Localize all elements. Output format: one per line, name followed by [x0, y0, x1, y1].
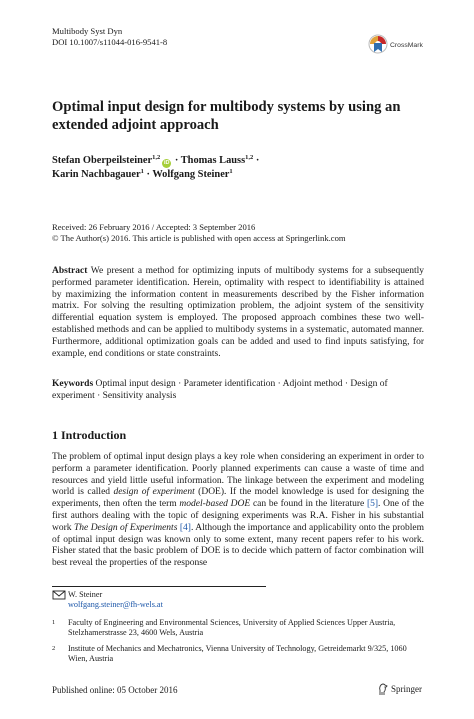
- author-name: Thomas Lauss: [180, 155, 246, 166]
- published-date: Published online: 05 October 2016: [52, 685, 178, 695]
- article-history: [52, 222, 442, 244]
- intro-emphasis: model-based DOE: [179, 499, 251, 510]
- paper-title: Optimal input design for multibody systems by using an extended adjoint approach: [52, 99, 401, 133]
- citation-link[interactable]: [4]: [179, 522, 191, 533]
- springer-horse-icon: [377, 683, 389, 696]
- intro-paragraph: [52, 452, 424, 570]
- intro-emphasis: design of experiment: [113, 487, 195, 498]
- author-name: Stefan Oberpeilsteiner: [52, 155, 153, 166]
- intro-text: (DOE). If the model knowledge is used for designing the experiments, then often the term: [52, 487, 424, 510]
- envelope-icon: [52, 590, 66, 600]
- author-affiliation-mark: 1: [229, 168, 233, 175]
- keywords: [52, 379, 424, 403]
- footnote-number: 1: [52, 619, 56, 626]
- intro-text: can be found in the literature: [250, 499, 367, 510]
- corresponding-email-link[interactable]: wolfgang.steiner@fh-wels.at: [68, 600, 163, 609]
- intro-text: The problem of optimal input design plays a key role when considering an experiment in order to perform a parameter identification. Poorly planned experiments can cause a waste of time and resources and yield little useful information. The linkage between the experiment and modeling world is called: [52, 452, 424, 498]
- keywords-label: Keywords: [52, 379, 94, 389]
- affiliation-2: Institute of Mechanics and Mechatronics, Vienna University of Technology, Getreidemarkt 9/325, 1060 Wien, Austria: [68, 644, 407, 664]
- author-affiliation-mark: 1,2: [245, 154, 254, 161]
- abstract-text: We present a method for optimizing inputs of multibody systems for a subsequently performed parameter identification. Herein, optimality with respect to identifiability is attained by maximizing the information content in measurements described by the Fisher information matrix. For solving the resulting optimization problem, the adjoint system of the sensitivity differential equation system is employed. The proposed approach combines these two well-established methods and can be applied to multibody systems in a systematic, automated manner. Furthermore, additional optimization goals can be added and used to find inputs satisfying, for example, end conditions or state constraints.: [52, 266, 424, 359]
- author-affiliation-mark: 1,2: [152, 154, 161, 161]
- journal-doi: DOI 10.1007/s11044-016-9541-8: [52, 37, 168, 47]
- footnote-divider: [52, 586, 266, 587]
- footnote-number: 2: [52, 645, 56, 652]
- author-separator: ·: [253, 155, 260, 166]
- journal-header: [52, 26, 167, 48]
- publisher-name: Springer: [391, 684, 422, 694]
- abstract: [52, 266, 424, 360]
- author-separator: ·: [143, 169, 153, 180]
- keywords-text: Optimal input design · Parameter identification · Adjoint method · Design of experiment · Sensitivity analysis: [52, 379, 388, 401]
- author-name: Karin Nachbagauer: [52, 169, 141, 180]
- author-name: Wolfgang Steiner: [152, 169, 230, 180]
- journal-name: Multibody Syst Dyn: [52, 26, 123, 36]
- author-affiliation-mark: 1: [140, 168, 144, 175]
- abstract-label: Abstract: [52, 266, 88, 276]
- intro-text: . One of the first authors dealing with the topic of designing experiments was R.A. Fisher in his substantial work: [52, 499, 424, 533]
- copyright-notice: © The Author(s) 2016. This article is published with open access at Springerlink.com: [52, 233, 346, 243]
- section-heading: 1 Introduction: [52, 428, 127, 442]
- corresponding-author: W. Steiner: [68, 590, 103, 599]
- intro-text: . Although the importance and applicability onto the problem of optimal input design was known only to some extent, many recent papers refer to his work. Fisher stated that the basic problem of DOE is to decide which pattern of factor combination will best reveal the properties of the response: [52, 522, 425, 569]
- publisher-logo: [377, 683, 437, 697]
- intro-emphasis: The Design of Experiments: [73, 522, 178, 533]
- crossmark-label: CrossMark: [390, 42, 423, 49]
- crossmark-badge[interactable]: [368, 34, 438, 60]
- citation-link[interactable]: [5]: [366, 499, 379, 510]
- author-list: [52, 154, 432, 182]
- crossmark-icon: [368, 34, 388, 58]
- affiliation-1: Faculty of Engineering and Environmental Sciences, University of Applied Sciences Upper Austria, Stelzhamerstrasse 23, 4600 Wels, Austria: [68, 618, 396, 638]
- author-separator: ·: [172, 155, 181, 166]
- received-accepted-dates: Received: 26 February 2016 / Accepted: 3 September 2016: [52, 222, 256, 232]
- orcid-icon[interactable]: iD: [164, 160, 170, 166]
